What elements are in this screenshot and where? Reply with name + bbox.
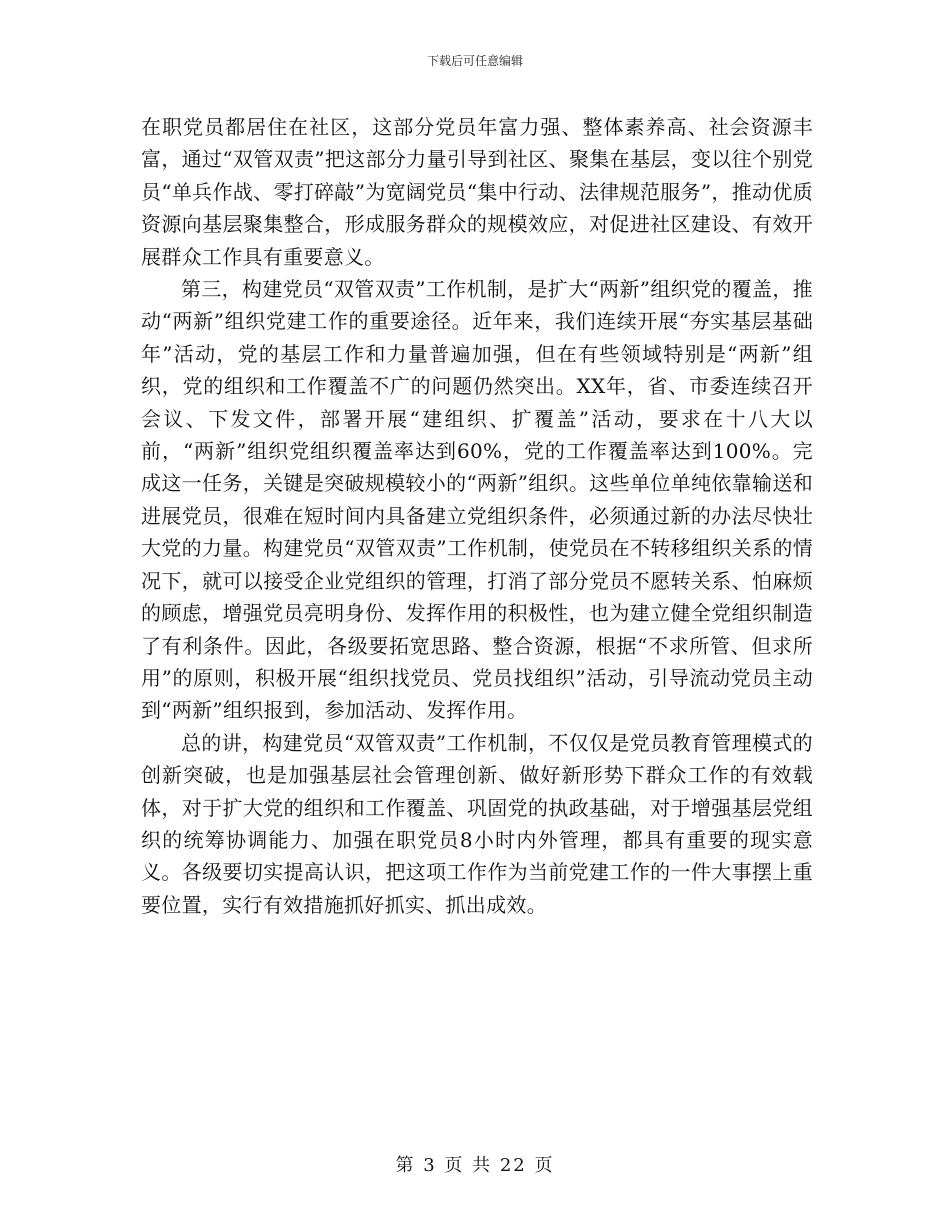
paragraph-third-point: 第三，构建党员“双管双责”工作机制，是扩大“两新”组织党的覆盖，推动“两新”组织党建工作的重要途径。近年来，我们连续开展“夯实基层基础年”活动，党的基层工作和力量普遍加强，但在有些领域特别是“两新”组织，党的组织和工作覆盖不广的问题仍然突出。XX年，省、市委连续召开会议、下发文件，部署开展“建组织、扩覆盖”活动，要求在十八大以前，“两新”组织党组织覆盖率达到60%，党的工作覆盖率达到100%。完成这一任务，关键是突破规模较小的“两新”组织。这些单位单纯依靠输送和进展党员，很难在短时间内具备建立党组织条件，必须通过新的办法尽快壮大党的力量。构建党员“双管双责”工作机制，使党员在不转移组织关系的情况下，就可以接受企业党组织的管理，打消了部分党员不愿转关系、怕麻烦的顾虑，增强党员亮明身份、发挥作用的积极性，也为建立健全党组织制造了有利条件。因此，各级要拓宽思路、整合资源，根据“不求所管、但求所用”的原则，积极开展“组织找党员、党员找组织”活动，引导流动党员主动到“两新”组织报到，参加活动、发挥作用。	[141, 277, 813, 723]
paragraph-continuation: 在职党员都居住在社区，这部分党员年富力强、整体素养高、社会资源丰富，通过“双管双责”把这部分力量引导到社区、聚集在基层，变以往个别党员“单兵作战、零打碎敲”为宽阔党员“集中行动、法律规范服务”，推动优质资源向基层聚集整合，形成服务群众的规模效应，对促进社区建设、有效开展群众工作具有重要意义。	[141, 115, 813, 269]
paragraph-conclusion: 总的讲，构建党员“双管双责”工作机制，不仅仅是党员教育管理模式的创新突破，也是加强基层社会管理创新、做好新形势下群众工作的有效载体，对于扩大党的组织和工作覆盖、巩固党的执政基础，对于增强基层党组织的统筹协调能力、加强在职党员8小时内外管理，都具有重要的现实意义。各级要切实提高认识，把这项工作作为当前党建工作的一件大事摆上重要位置，实行有效措施抓好抓实、抓出成效。	[141, 730, 813, 917]
page-header: 下载后可任意编辑	[426, 54, 523, 68]
document-body	[141, 111, 813, 921]
page-number-footer: 第 3 页 共 22 页	[395, 1155, 555, 1176]
